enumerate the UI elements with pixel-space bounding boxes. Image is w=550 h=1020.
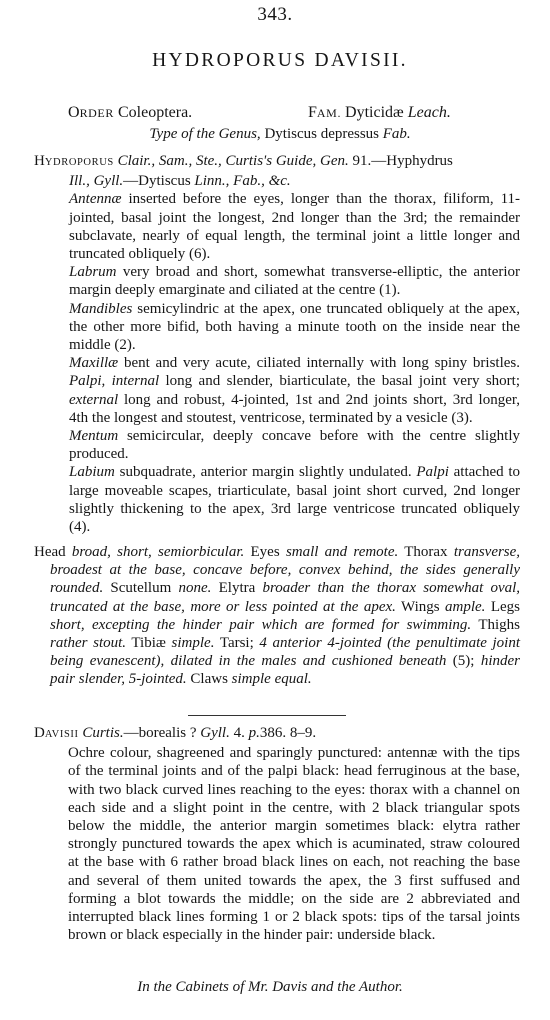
type-species: Dytiscus depressus <box>264 126 380 142</box>
species-heading: DAVISII Curtis.—borealis ? Gyll. 4. p.386. 8–9. <box>34 725 317 741</box>
cabinets-line: In the Cabinets of Mr. Davis and the Author. <box>137 979 403 995</box>
head-description <box>34 543 520 689</box>
labium-paragraph: Labium subquadrate, anterior margin slightly undulated. Palpi attached to large moveable scapes, triarticulate, basal joint short curved, 2nd longer slightly thickening to the apex, 3rd large ventricose truncated obliquely (4). <box>69 464 521 536</box>
maxillae-paragraph: Maxillæ bent and very acute, ciliated internally with long spiny bristles. Palpi, internal long and slender, biarticulate, the basal joint very short; external long and robust, 4-jointed, 1st and 2nd joints short, 3rd longer, 4th the longest and stoutest, ventricose, terminated by a vesicle (3). <box>69 355 521 426</box>
species-description-text: Ochre colour, shagreened and sparingly punctured: antennæ with the tips of the terminal joints and of the palpi black: head ferruginous at the base, with two black curved lines reaching to the eyes: thorax with a channel on each side and a slight point in the centre, with 2 black triangular spots below the middle, the anterior margin sometimes black: elytra rather strongly punctured towards the apex which is acuminated, straw coloured at the base with 6 rather broad black lines on each, not reaching the base and several of them united towards the apex, the 3 first suffused and forming a blot towards the middle; on the side are 2 abbreviated and interrupted black lines forming 1 or 2 black spots: tips of the tarsal joints brown or black especially in the hinder pair: underside black. <box>68 745 520 944</box>
family-author: Leach. <box>407 104 451 121</box>
antennae-paragraph: Antennæ inserted before the eyes, longer than the thorax, filiform, 11-jointed, basal joint the longest, 2nd longer than the 3rd; the remainder subclavate, nearly of equal length, the terminal joint a little longer and truncated obliquely (6). <box>69 191 521 263</box>
genus-description <box>34 152 520 536</box>
family-value: Dyticidæ <box>345 104 404 121</box>
order-value: Coleoptera. <box>117 104 193 121</box>
family: FAM. Dyticidæ Leach. <box>308 104 451 121</box>
mentum-paragraph: Mentum semicircular, deeply concave before with the centre slightly produced. <box>69 428 520 463</box>
type-of-genus-line: Type of the Genus, Dytiscus depressus Fab. <box>149 126 411 142</box>
genus-synonymy: HYDROPORUS Clair., Sam., Ste., Curtis's Guide, Gen. 91.—Hyphydrus Ill., Gyll.—Dytiscus Linn., Fab., &c. <box>34 153 453 190</box>
page-title: HYDROPORUS DAVISII. <box>152 50 408 71</box>
mandibles-paragraph: Mandibles semicylindric at the apex, one truncated obliquely at the apex, the other more bifid, both having a minute tooth on the inside near the middle (2). <box>69 300 520 354</box>
labrum-paragraph: Labrum very broad and short, somewhat transverse-elliptic, the anterior margin deeply emarginate and ciliated at the centre (1). <box>69 264 521 299</box>
classification-line <box>68 104 493 122</box>
order-label: ORDER <box>68 104 114 121</box>
species-description <box>34 724 520 944</box>
page-number: 343. <box>257 4 293 25</box>
section-divider <box>188 715 346 716</box>
head-paragraph: Head broad, short, semiorbicular. Eyes small and remote. Thorax transverse, broadest at the base, concave before, convex behind, the sides generally rounded. Scutellum none. Elytra broader than the thorax somewhat oval, truncated at the base, more or less pointed at the apex. Wings ample. Legs short, excepting the hinder pair which are formed for swimming. Thighs rather stout. Tibiæ simple. Tarsi; 4 anterior 4-jointed (the penultimate joint being evanescent), dilated in the males and cushioned beneath (5); hinder pair slender, 5-jointed. Claws simple equal. <box>34 544 521 688</box>
